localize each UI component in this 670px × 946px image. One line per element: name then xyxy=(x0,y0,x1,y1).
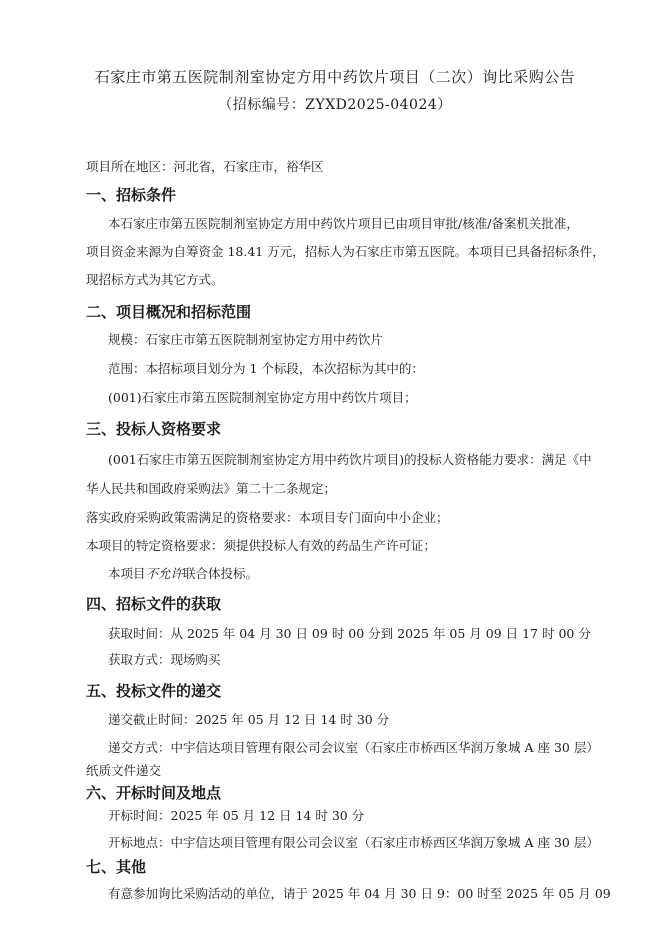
section1-paragraph-line2: 项目资金来源为自筹资金 18.41 万元，招标人为石家庄市第五医院。本项目已具备招标条件， xyxy=(86,244,605,259)
consortium-suffix: 联合体投标。 xyxy=(183,566,259,581)
document-obtain-time: 获取时间：从 2025 年 04 月 30 日 09 时 00 分到 2025 年 05 月 09 日 17 时 00 分 xyxy=(108,626,591,641)
section1-paragraph-line3: 现招标方式为其它方式。 xyxy=(86,272,224,287)
project-lot: (001)石家庄市第五医院制剂室协定方用中药饮片项目； xyxy=(108,390,417,405)
document-obtain-method: 获取方式：现场购买 xyxy=(108,652,221,667)
section-heading-3: 三、投标人资格要求 xyxy=(86,420,222,438)
policy-requirement: 落实政府采购政策需满足的资格要求：本项目专门面向中小企业； xyxy=(86,510,449,525)
project-scope: 范围：本招标项目划分为 1 个标段，本次招标为其中的： xyxy=(108,361,424,376)
opening-place: 开标地点：中宇信达项目管理有限公司会议室（石家庄市桥西区华润万象城 A 座 30 层） xyxy=(108,835,599,850)
project-region: 项目所在地区：河北省，石家庄市，裕华区 xyxy=(86,159,324,174)
opening-time: 开标时间：2025 年 05 月 12 日 14 时 30 分 xyxy=(108,808,365,823)
consortium-statement xyxy=(108,566,258,582)
qualification-line1: (001石家庄市第五医院制剂室协定方用中药饮片项目)的投标人资格能力要求：满足《中 xyxy=(108,452,592,467)
project-scale: 规模：石家庄市第五医院制剂室协定方用中药饮片 xyxy=(108,332,384,347)
section-heading-5: 五、投标文件的递交 xyxy=(86,682,222,700)
submission-method: 递交方式：中宇信达项目管理有限公司会议室（石家庄市桥西区华润万象城 A 座 30 层） xyxy=(108,740,599,755)
section-heading-4: 四、招标文件的获取 xyxy=(86,595,222,613)
tender-number: （招标编号：ZYXD2025-04024） xyxy=(218,97,452,113)
section-heading-6: 六、开标时间及地点 xyxy=(86,784,222,802)
section-heading-1: 一、招标条件 xyxy=(86,186,177,204)
document-title: 石家庄市第五医院制剂室协定方用中药饮片项目（二次）询比采购公告 xyxy=(94,68,576,86)
section1-paragraph-line1: 本石家庄市第五医院制剂室协定方用中药饮片项目已由项目审批/核准/备案机关批准， xyxy=(108,216,579,231)
section-heading-2: 二、项目概况和招标范围 xyxy=(86,303,252,321)
qualification-line2: 华人民共和国政府采购法》第二十二条规定； xyxy=(86,481,337,496)
consortium-not-allowed: 不允许 xyxy=(145,566,184,581)
submission-deadline: 递交截止时间：2025 年 05 月 12 日 14 时 30 分 xyxy=(108,712,390,727)
submission-method-continued: 纸质文件递交 xyxy=(86,763,162,778)
section-heading-7: 七、其他 xyxy=(86,858,147,876)
other-paragraph-line1: 有意参加询比采购活动的单位，请于 2025 年 04 月 30 日 9：00 时至 2025 年 05 月 09 xyxy=(108,886,611,901)
consortium-prefix: 本项目 xyxy=(108,566,146,581)
special-requirement: 本项目的特定资格要求：须提供投标人有效的药品生产许可证； xyxy=(86,538,437,553)
